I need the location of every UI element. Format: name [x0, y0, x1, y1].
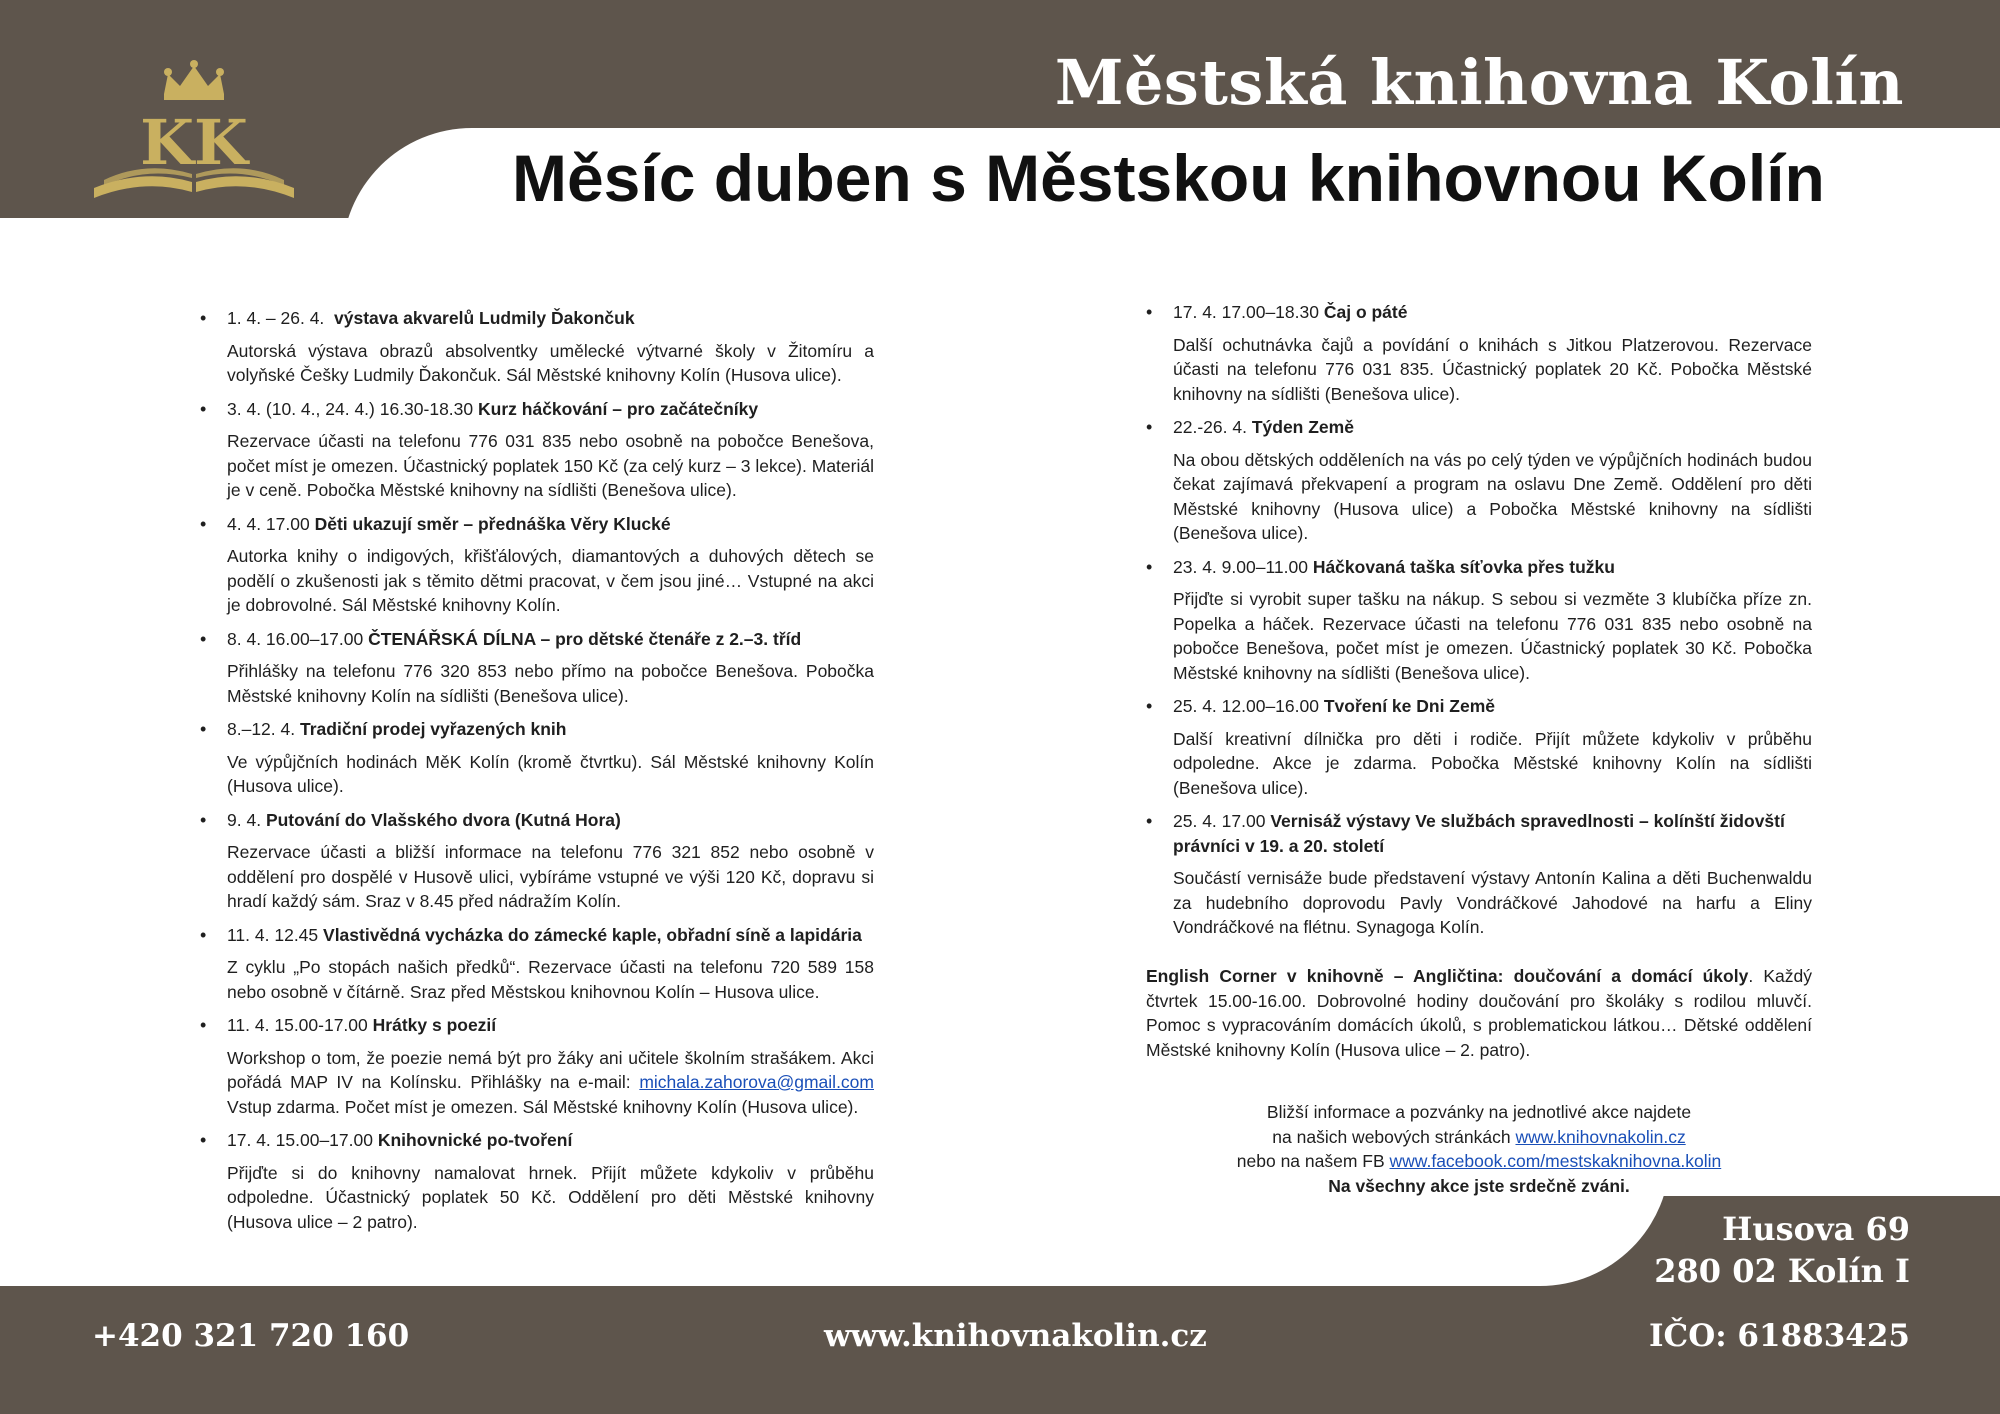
list-item [200, 512, 874, 618]
info-line [1146, 1125, 1812, 1150]
list-item [1146, 555, 1812, 686]
list-item [200, 306, 874, 388]
list-item [200, 397, 874, 503]
event-date: 1. 4. – 26. 4. [227, 308, 325, 328]
event-title: výstava akvarelů Ludmily Ďakončuk [334, 308, 635, 328]
info-text: nebo na našem FB [1236, 1151, 1385, 1171]
info-line [1146, 1174, 1812, 1199]
event-title: ČTENÁŘSKÁ DÍLNA – pro dětské čtenáře z 2.–3. tříd [368, 628, 802, 649]
event-date: 25. 4. 17.00 [1173, 811, 1266, 831]
email-link[interactable]: michala.zahorova@gmail.com [639, 1072, 874, 1092]
list-item [200, 717, 874, 799]
list-item [1146, 809, 1812, 940]
event-description: Autorka knihy o indigových, křišťálových, diamantových a duhových dětech se podělí o zkušenosti jak s těmito dětmi pracovat, v čem jsou jiné… Vstupné na akci je dobrovolné. Sál Městské knihovny Kolín. [227, 546, 874, 615]
event-date: 17. 4. 15.00–17.00 [227, 1130, 373, 1150]
event-description-text: Workshop o tom, že poezie nemá být pro žáky ani učitele školním strašákem. Akci pořádá MAP IV na Kolínsku. Přihlášky na e-mail: [227, 1047, 874, 1092]
info-line: Bližší informace a pozvánky na jednotlivé akce najdete [1266, 1102, 1692, 1122]
footer-phone: +420 321 720 160 [92, 1318, 410, 1354]
event-title: Putování do Vlašského dvora (Kutná Hora) [265, 809, 621, 830]
event-title: Knihovnické po-tvoření [377, 1130, 573, 1150]
list-item [1146, 694, 1812, 800]
event-description: Na obou dětských odděleních na vás po celý týden ve výpůjčních hodinách budou čekat zajímavá překvapení a program na oslavu Dne Země. Oddělení pro děti Městské knihovny (Husova ulice) a Pobočka Městské knihovny na sídlišti (Benešova ulice). [1173, 449, 1812, 543]
event-date: 8.–12. 4. [227, 719, 296, 739]
logo-letters: KK [140, 106, 248, 179]
event-description: Další kreativní dílnička pro děti i rodiče. Přijít můžete kdykoliv v průběhu odpoledne. Akce je zdarma. Pobočka Městské knihovny Kolín na sídlišti (Benešova ulice). [1173, 728, 1812, 798]
info-block [1146, 1100, 1812, 1198]
event-date: 11. 4. 12.45 [227, 924, 319, 945]
event-date: 11. 4. 15.00-17.00 [227, 1015, 368, 1035]
event-title: Tradiční prodej vyřazených knih [300, 719, 567, 739]
event-description: Z cyklu „Po stopách našich předků“. Rezervace účasti na telefonu 720 589 158 nebo osobně v čítárně. Sraz před Městskou knihovnou Kolín – Husova ulice. [227, 957, 874, 1002]
library-logo-icon [84, 60, 304, 200]
event-date: 4. 4. 17.00 [227, 513, 310, 534]
event-title: Kurz háčkování – pro začátečníky [478, 398, 759, 419]
list-item [200, 808, 874, 914]
event-title: Háčkovaná taška síťovka přes tužku [1312, 556, 1615, 577]
event-title: Vernisáž výstavy Ve službách spravedlnosti – kolínští židovští právníci v 19. a 20. století [1173, 811, 1785, 856]
english-corner-title: English Corner v knihovně – Angličtina: doučování a domácí úkoly [1146, 966, 1749, 986]
right-event-list [1146, 300, 1812, 949]
event-description: Přijďte si vyrobit super tašku na nákup. S sebou si vezměte 3 klubíčka příze zn. Popelka a háček. Rezervace účasti na telefonu 776 031 835 nebo osobně na pobočce Benešova, počet míst je omezen. Účastnický poplatek 30 Kč. Pobočka Městské knihovny na sídlišti (Benešova ulice). [1173, 589, 1812, 683]
event-title: Tvoření ke Dni Země [1323, 696, 1496, 716]
facebook-link[interactable]: www.facebook.com/mestskaknihovna.kolin [1389, 1151, 1722, 1171]
event-title: Vlastivědná vycházka do zámecké kaple, obřadní síně a lapidária [323, 924, 862, 945]
event-date: 8. 4. 16.00–17.00 [227, 628, 364, 649]
event-date: 22.-26. 4. [1173, 417, 1247, 437]
info-text: na našich webových stránkách [1272, 1126, 1511, 1147]
english-corner-text: . Každý čtvrtek 15.00-16.00. Dobrovolné hodiny doučování pro školáky s rodilou mluvčí. Pomoc s vypracováním domácích úkolů, s problematickou látkou… Dětské oddělení Městské knihovny Kolín (Husova ulice – 2. patro). [1146, 966, 1812, 1060]
event-description: Rezervace účasti a bližší informace na telefonu 776 321 852 nebo osobně v oddělení pro dospělé v Husově ulici, vybíráme vstupné ve výši 120 Kč, dopravu si hradí každý sám. Sraz v 8.45 před nádražím Kolín. [227, 842, 874, 911]
event-title: Čaj o páté [1323, 302, 1408, 322]
list-item [200, 923, 874, 1005]
event-date: 9. 4. [227, 809, 262, 830]
english-corner [1146, 964, 1812, 1062]
event-description: Přihlášky na telefonu 776 320 853 nebo přímo na pobočce Benešova. Pobočka Městské knihovny Kolín na sídlišti (Benešova ulice). [227, 661, 874, 706]
info-line [1146, 1149, 1812, 1174]
event-description: Další ochutnávka čajů a povídání o knihách s Jitkou Platzerovou. Rezervace účasti na telefonu 776 031 835. Účastnický poplatek 20 Kč. Pobočka Městské knihovny na sídlišti (Benešova ulice). [1173, 334, 1812, 404]
invitation-text: Na všechny akce jste srdečně zváni. [1328, 1175, 1630, 1196]
event-description [227, 1046, 874, 1120]
event-date: 3. 4. (10. 4., 24. 4.) 16.30-18.30 [227, 398, 474, 419]
event-description: Přijďte si do knihovny namalovat hrnek. Přijít můžete kdykoliv v průběhu odpoledne. Účastnický poplatek 50 Kč. Oddělení pro děti Městské knihovny (Husova ulice – 2 patro). [227, 1162, 874, 1232]
footer-ico: IČO: 61883425 [1649, 1318, 1910, 1354]
event-description: Autorská výstava obrazů absolventky umělecké výtvarné školy v Žitomíru a volyňské Češky Ludmily Ďakončuk. Sál Městské knihovny Kolín (Husova ulice). [227, 340, 874, 385]
event-description: Rezervace účasti na telefonu 776 031 835 nebo osobně na pobočce Benešova, počet míst je omezen. Účastnický poplatek 150 Kč (za celý kurz – 3 lekce). Materiál je v ceně. Pobočka Městské knihovny na sídlišti (Benešova ulice). [227, 431, 874, 500]
event-date: 23. 4. 9.00–11.00 [1173, 556, 1308, 577]
footer-website: www.knihovnakolin.cz [824, 1318, 1207, 1354]
address-city: 280 02 Kolín I [1654, 1252, 1910, 1290]
event-description-text: Vstup zdarma. Počet míst je omezen. Sál Městské knihovny Kolín (Husova ulice). [227, 1096, 859, 1117]
list-item [200, 1013, 874, 1119]
event-description: Ve výpůjčních hodinách MěK Kolín (kromě čtvrtku). Sál Městské knihovny Kolín (Husova ulice). [227, 751, 874, 796]
brand-title: Městská knihovna Kolín [1054, 46, 1904, 119]
page-title: Měsíc duben s Městskou knihovnou Kolín [512, 141, 1825, 215]
event-title: Týden Země [1251, 417, 1354, 437]
list-item [200, 627, 874, 709]
event-date: 17. 4. 17.00–18.30 [1173, 302, 1319, 322]
event-title: Děti ukazují směr – přednáška Věry Klucké [314, 513, 671, 534]
left-event-list [200, 306, 874, 1243]
list-item [1146, 300, 1812, 406]
list-item [1146, 415, 1812, 546]
event-title: Hrátky s poezií [372, 1015, 497, 1035]
event-date: 25. 4. 12.00–16.00 [1173, 696, 1319, 716]
event-description: Součástí vernisáže bude představení výstavy Antonín Kalina a děti Buchenwaldu za hudebního doprovodu Pavly Vondráčkové Jahodové na harfu a Eliny Vondráčkové na flétnu. Synagoga Kolín. [1173, 868, 1812, 937]
list-item [200, 1128, 874, 1234]
address-street: Husova 69 [1722, 1210, 1910, 1248]
address [1654, 1208, 1910, 1292]
website-link[interactable]: www.knihovnakolin.cz [1515, 1126, 1686, 1147]
